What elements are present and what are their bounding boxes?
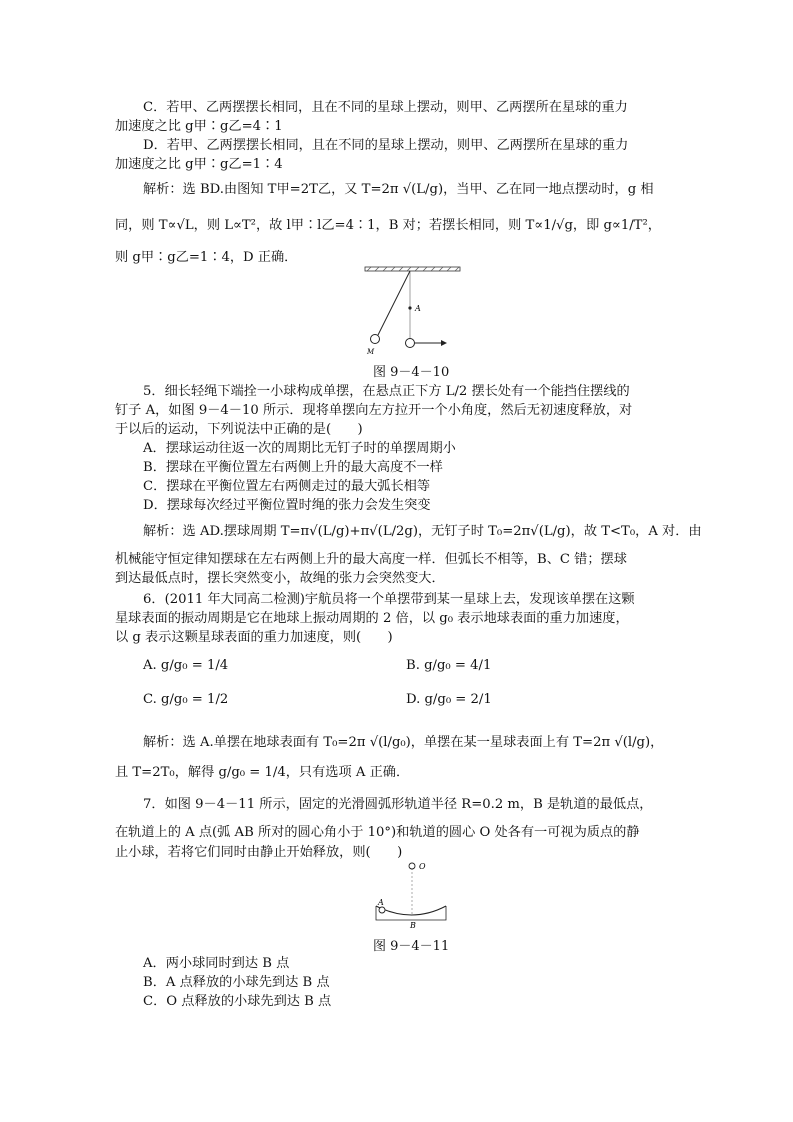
- q7-option-c: C．O 点释放的小球先到达 B 点: [143, 994, 332, 1009]
- q7-option-a: A．两小球同时到达 B 点: [143, 956, 290, 971]
- q6-option-a: A. g/g₀ = 1/4: [143, 658, 229, 673]
- q5-option-d: D．摆球每次经过平衡位置时绳的张力会发生突变: [143, 498, 431, 513]
- q6-line-1: 6．(2011 年大同高二检测)宇航员将一个单摆带到某一星球上去，发现该单摆在这颗: [143, 592, 635, 607]
- q4-answer-line-2: 同，则 T∝√L，则 L∝T²，故 l甲∶l乙=4∶1，B 对；若摆长相同，则 T∝1/√g，即 g∝1/T²，: [115, 218, 661, 233]
- q5-answer-line-1: 解析：选 AD.摆球周期 T=π√(L/g)+π√(L/2g)，无钉子时 T₀=2π√(L/g)，故 T<T₀，A 对．由: [143, 524, 702, 539]
- q6-line-2: 星球表面的振动周期是它在地球上振动周期的 2 倍，以 g₀ 表示地球表面的重力加速度，: [115, 611, 629, 626]
- q5-line-1: 5．细长轻绳下端拴一小球构成单摆，在悬点正下方 L/2 摆长处有一个能挡住摆线的: [143, 384, 630, 399]
- q7-option-b: B．A 点释放的小球先到达 B 点: [143, 975, 330, 990]
- q5-answer-line-2: 机械能守恒定律知摆球在左右两侧上升的最大高度一样．但弧长不相等，B、C 错；摆球: [115, 552, 627, 567]
- q7-line-3: 止小球，若将它们同时由静止开始释放，则( ): [115, 845, 403, 860]
- arc-track-figure-11: [368, 858, 448, 932]
- q5-answer-line-3: 到达最低点时，摆长突然变小，故绳的张力会突然变大．: [115, 571, 445, 586]
- figure11-label-a: A: [378, 898, 384, 907]
- figure11-label-o: O: [419, 862, 426, 871]
- q5-line-3: 于以后的运动，下列说法中正确的是( ): [115, 422, 363, 437]
- q5-option-a: A．摆球运动往返一次的周期比无钉子时的单摆周期小: [143, 441, 456, 456]
- q5-line-2: 钉子 A，如图 9－4－10 所示．现将单摆向左方拉开一个小角度，然后无初速度释放，对: [115, 403, 633, 418]
- q4-answer-line-3: 则 g甲∶g乙=1∶4，D 正确．: [115, 250, 298, 265]
- q4-option-d-cont: 加速度之比 g甲∶g乙=1∶4: [115, 157, 283, 172]
- pendulum-figure-10: [355, 265, 475, 357]
- q6-answer-line-2: 且 T=2T₀，解得 g/g₀ = 1/4，只有选项 A 正确．: [115, 765, 410, 780]
- q4-option-c-cont: 加速度之比 g甲∶g乙=4∶1: [115, 119, 283, 134]
- figure-caption-11: 图 9－4－11: [373, 939, 450, 954]
- figure11-label-b: B: [410, 921, 416, 930]
- figure10-label-a: A: [415, 304, 421, 313]
- q4-option-c: C．若甲、乙两摆摆长相同，且在不同的星球上摆动，则甲、乙两摆所在星球的重力: [143, 100, 628, 115]
- q7-line-2: 在轨道上的 A 点(弧 AB 所对的圆心角小于 10°)和轨道的圆心 O 处各有一可视为质点的静: [115, 825, 640, 840]
- q4-option-d: D．若甲、乙两摆摆长相同，且在不同的星球上摆动，则甲、乙两摆所在星球的重力: [143, 138, 629, 153]
- q6-option-b: B. g/g₀ = 4/1: [406, 658, 492, 673]
- q4-answer-line-1: 解析：选 BD.由图知 T甲=2T乙，又 T=2π √(L/g)，当甲、乙在同一地点摆动时，g 相: [143, 182, 654, 197]
- q5-option-b: B．摆球在平衡位置左右两侧上升的最大高度不一样: [143, 460, 443, 475]
- q7-line-1: 7．如图 9－4－11 所示，固定的光滑圆弧形轨道半径 R=0.2 m，B 是轨道的最低点，: [143, 797, 653, 812]
- figure10-label-m: M: [367, 348, 375, 356]
- q5-option-c: C．摆球在平衡位置左右两侧走过的最大弧长相等: [143, 479, 431, 494]
- figure-caption-10: 图 9－4－10: [373, 365, 450, 380]
- q6-option-c: C. g/g₀ = 1/2: [143, 692, 229, 707]
- q6-option-d: D. g/g₀ = 2/1: [406, 692, 492, 707]
- q6-line-3: 以 g 表示这颗星球表面的重力加速度，则( ): [115, 630, 393, 645]
- q6-answer-line-1: 解析：选 A.单摆在地球表面有 T₀=2π √(l/g₀)，单摆在某一星球表面上有 T=2π √(l/g)，: [143, 735, 664, 750]
